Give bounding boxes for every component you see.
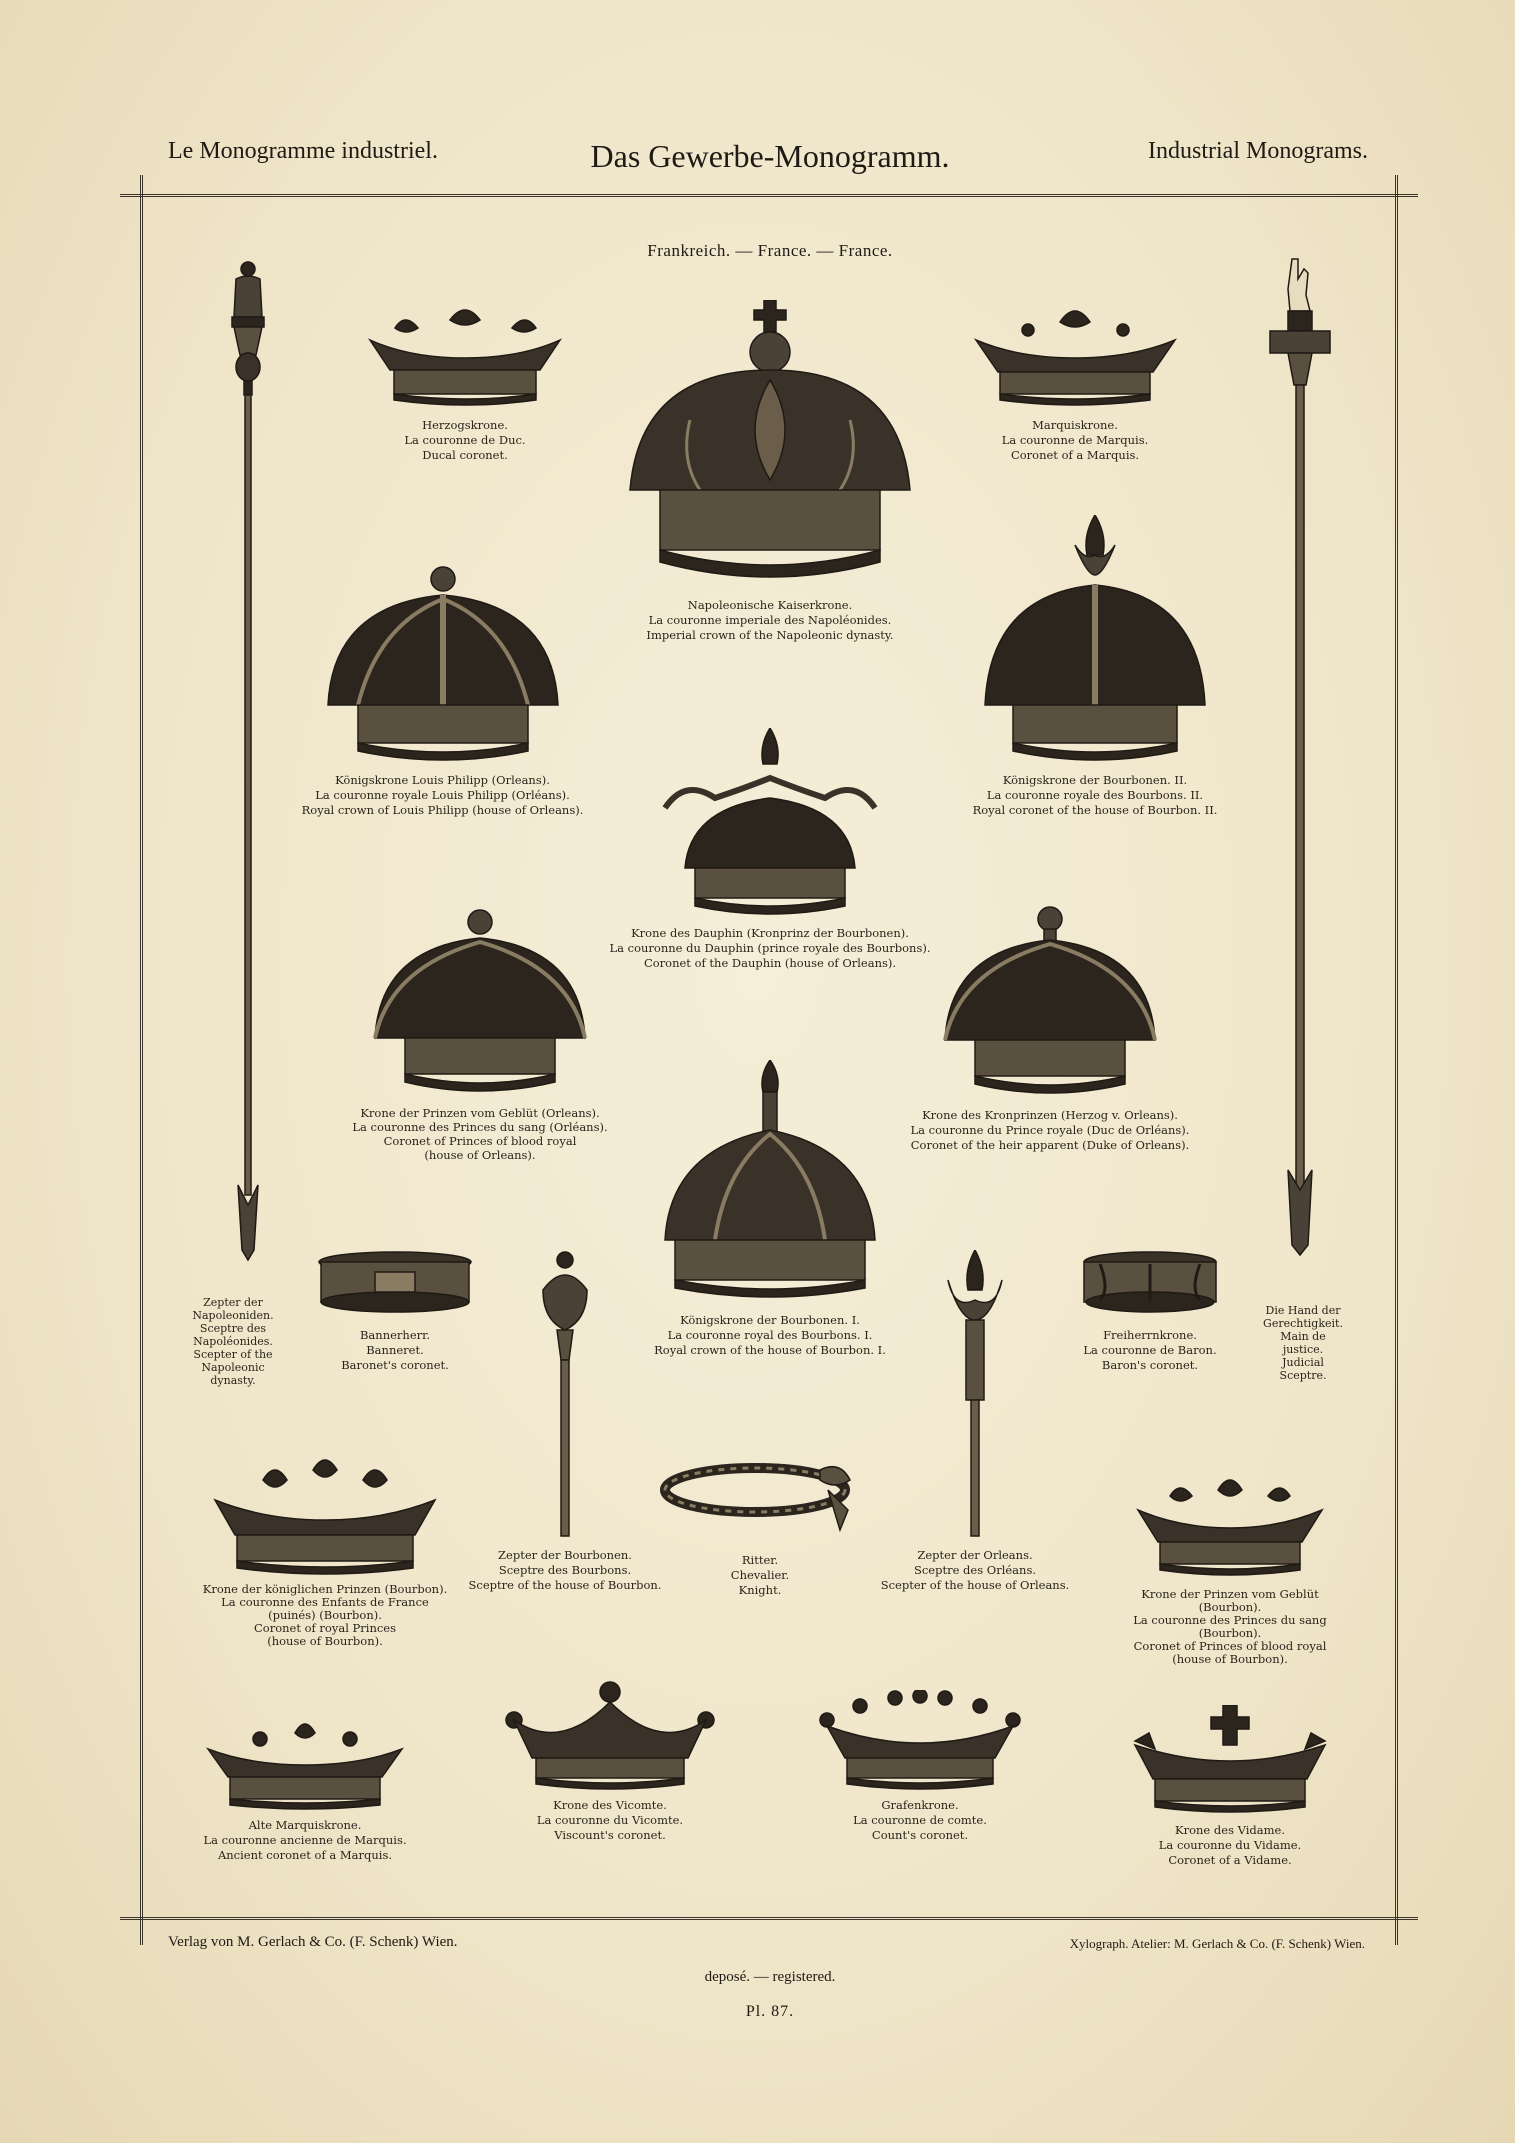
frame-left-rule xyxy=(140,175,143,1945)
vidame-coronet-icon xyxy=(1125,1705,1335,1815)
baron-coronet-icon xyxy=(1080,1250,1220,1320)
ducal-coronet: Herzogskrone. La couronne de Duc. Ducal coronet. xyxy=(340,300,590,463)
sceptre-bourbon: Zepter der Bourbonen. Sceptre des Bourbons. Sceptre of the house of Bourbon. xyxy=(455,1250,675,1593)
caption-hand-of-justice: Die Hand der Gerechtigkeit. Main de justice. Judicial Sceptre. xyxy=(1263,1304,1343,1382)
princes-blood-bourbon-icon xyxy=(1130,1470,1330,1580)
banneret-coronet: Bannerherr. Banneret. Baronet's coronet. xyxy=(300,1250,490,1373)
count-coronet: Grafenkrone. La couronne de comte. Count's coronet. xyxy=(800,1690,1040,1843)
baron-coronet: Freiherrnkrone. La couronne de Baron. Baron's coronet. xyxy=(1060,1250,1240,1373)
hand-of-justice-icon xyxy=(1260,255,1340,1275)
plate-number: Pl. 87. xyxy=(745,2003,795,2020)
knight-wreath: Ritter. Chevalier. Knight. xyxy=(650,1450,870,1598)
bourbon-crown-1: Königskrone der Bourbonen. I. La couronne royal des Bourbons. I. Royal crown of the house of Bourbon. I. xyxy=(615,1060,925,1358)
louis-philipp-crown: Königskrone Louis Philipp (Orleans). La couronne royale Louis Philipp (Orléans). Royal crown of Louis Philipp (house of Orleans). xyxy=(285,565,600,818)
imperial-crown: Napoleonische Kaiserkrone. La couronne imperiale des Napoléonides. Imperial crown of the Napoleonic dynasty. xyxy=(610,300,930,643)
princes-blood-bourbon-coronet: Krone der Prinzen vom Geblüt (Bourbon). La couronne des Princes du sang (Bourbon). Coronet of Princes of blood royal (house of Bourbon). xyxy=(1110,1470,1350,1666)
footer-registered: deposé. — registered. xyxy=(704,1969,836,1985)
louis-philipp-crown-icon xyxy=(318,565,568,765)
vicomte-coronet-icon xyxy=(500,1680,720,1790)
old-marquis-coronet: Alte Marquiskrone. La couronne ancienne de Marquis. Ancient coronet of a Marquis. xyxy=(180,1715,430,1863)
footer-publisher: Verlag von M. Gerlach & Co. (F. Schenk) Wien. xyxy=(168,1934,458,1950)
frame-right-rule xyxy=(1395,175,1398,1945)
header-title: Das Gewerbe-Monogramm. xyxy=(590,138,950,174)
old-marquis-icon xyxy=(200,1715,410,1810)
vidame-coronet: Krone des Vidame. La couronne du Vidame. Coronet of a Vidame. xyxy=(1110,1705,1350,1868)
count-coronet-icon xyxy=(815,1690,1025,1790)
hand-of-justice xyxy=(1230,255,1370,1275)
bourbon-crown-2-icon xyxy=(975,515,1215,765)
bourbon-crown-2: Königskrone der Bourbonen. II. La couronne royale des Bourbons. II. Royal coronet of the house of Bourbon. II. xyxy=(950,515,1240,818)
royal-princes-bourbon-coronet: Krone der königlichen Prinzen (Bourbon). La couronne des Enfants de France (puinés) (Bourbon). Coronet of royal Princes (house of Bourbon). xyxy=(180,1450,470,1648)
vicomte-coronet: Krone des Vicomte. La couronne du Vicomte. Viscount's coronet. xyxy=(490,1680,730,1843)
princes-blood-orleans-crown: Krone der Prinzen vom Geblüt (Orleans). La couronne des Princes du sang (Orléans). Coronet of Princes of blood royal (house of Orleans). xyxy=(340,908,620,1162)
bourbon-crown-1-icon xyxy=(655,1060,885,1305)
heir-orleans-crown: Krone des Kronprinzen (Herzog v. Orleans). La couronne du Prince royale (Duc de Orléans). Coronet of the heir apparent (Duke of Orleans). xyxy=(900,905,1200,1153)
heir-orleans-icon xyxy=(940,905,1160,1100)
dauphin-crown: Krone des Dauphin (Kronprinz der Bourbonen). La couronne du Dauphin (prince royale des Bourbons). Coronet of the Dauphin (house of Orleans). xyxy=(595,728,945,971)
section-title: Frankreich. — France. — France. xyxy=(647,241,893,260)
dauphin-crown-icon xyxy=(655,728,885,918)
ducal-coronet-icon xyxy=(360,300,570,410)
knight-wreath-icon xyxy=(660,1450,860,1545)
sceptre-orleans: Zepter der Orleans. Sceptre des Orléans. Scepter of the house of Orleans. xyxy=(870,1250,1080,1593)
royal-princes-bourbon-icon xyxy=(205,1450,445,1575)
marquis-coronet-icon xyxy=(968,300,1183,410)
imperial-crown-icon xyxy=(620,300,920,590)
footer-atelier: Xylograph. Atelier: M. Gerlach & Co. (F. Schenk) Wien. xyxy=(1069,1936,1365,1951)
princes-blood-orleans-icon xyxy=(370,908,590,1098)
banneret-coronet-icon xyxy=(315,1250,475,1320)
header-english: Industrial Monograms. xyxy=(1148,138,1368,164)
header-french: Le Monogramme industriel. xyxy=(168,138,438,164)
sceptre-orleans-icon xyxy=(940,1250,1010,1540)
sceptre-napoleon-icon xyxy=(218,255,278,1275)
caption-sceptre-napoleon: Zepter der Napoleoniden. Sceptre des Napoléonides. Scepter of the Napoleonic dynasty. xyxy=(192,1296,274,1387)
sceptre-bourbon-icon xyxy=(535,1250,595,1540)
marquis-coronet: Marquiskrone. La couronne de Marquis. Coronet of a Marquis. xyxy=(950,300,1200,463)
